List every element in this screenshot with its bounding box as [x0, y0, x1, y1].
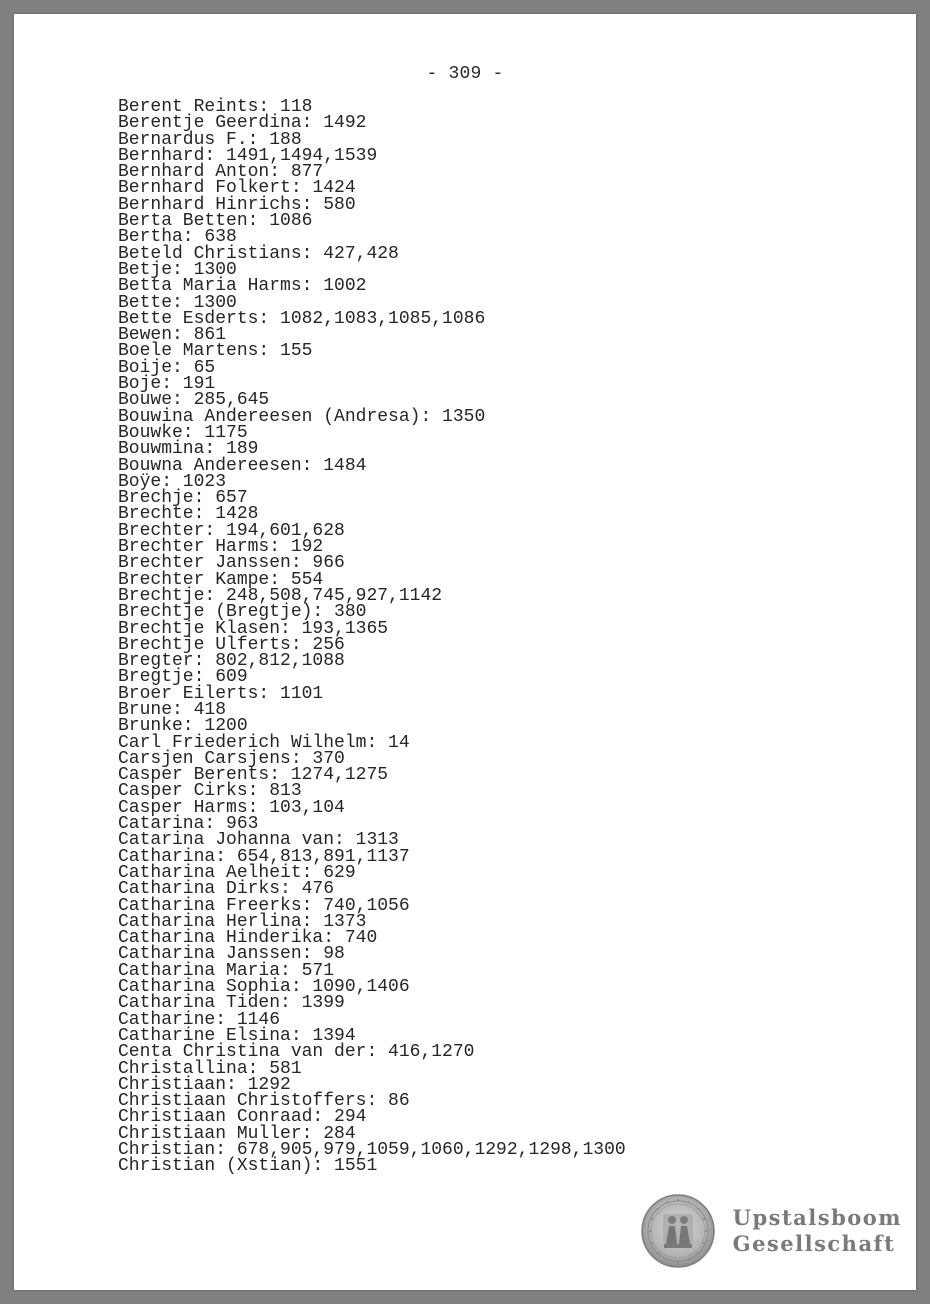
index-entry: Brechter Janssen: 966	[118, 553, 345, 574]
index-entry: Betje: 1300	[118, 259, 237, 280]
seal-emblem-icon	[641, 1194, 715, 1268]
index-entry: Catharina Hinderika: 740	[118, 928, 378, 949]
index-entry: Catharina Dirks: 476	[118, 879, 335, 900]
index-entry: Bouwe: 285,645	[118, 390, 270, 411]
index-entry: Catharina Tiden: 1399	[118, 993, 345, 1014]
index-entry: Brechtje (Bregtje): 380	[118, 602, 367, 623]
index-entry: Brechtje: 248,508,745,927,1142	[118, 585, 443, 606]
index-entry: Carsjen Carsjens: 370	[118, 748, 345, 769]
index-entry: Broer Eilerts: 1101	[118, 683, 324, 704]
index-entry: Bregtje: 609	[118, 667, 248, 688]
index-entry: Boije: 65	[118, 357, 216, 378]
index-entry: Bernhard Folkert: 1424	[118, 178, 356, 199]
index-entry: Brunke: 1200	[118, 716, 248, 737]
logo-line-2: Gesellschaft	[732, 1231, 896, 1256]
index-entry: Christiaan Muller: 284	[118, 1123, 356, 1144]
index-entry: Centa Christina van der: 416,1270	[118, 1042, 475, 1063]
logo-wordmark	[733, 1205, 902, 1257]
index-entry: Bouwke: 1175	[118, 422, 248, 443]
index-entry: Bette: 1300	[118, 292, 237, 313]
index-entry: Brechte: 1428	[118, 504, 259, 525]
index-entry: Catharina Sophia: 1090,1406	[118, 977, 410, 998]
index-entry: Casper Berents: 1274,1275	[118, 765, 389, 786]
index-entry: Christiaan Christoffers: 86	[118, 1091, 410, 1112]
index-entry: Christiaan: 1292	[118, 1074, 291, 1095]
index-entry: Bouwna Andereesen: 1484	[118, 455, 367, 476]
index-entry: Brechje: 657	[118, 488, 248, 509]
index-entry: Catharina Freerks: 740,1056	[118, 895, 410, 916]
index-entry: Bernhard Hinrichs: 580	[118, 194, 356, 215]
index-entry: Christian (Xstian): 1551	[118, 1156, 378, 1177]
index-entry: Bernhard Anton: 877	[118, 162, 324, 183]
index-entry: Boje: 191	[118, 374, 216, 395]
index-entry: Catharina Janssen: 98	[118, 944, 345, 965]
index-entry: Catharina: 654,813,891,1137	[118, 846, 410, 867]
index-entry: Bewen: 861	[118, 325, 227, 346]
index-entry: Catharina Herlina: 1373	[118, 911, 367, 932]
index-entry: Casper Harms: 103,104	[118, 797, 345, 818]
index-entry: Brechter: 194,601,628	[118, 520, 345, 541]
index-entry: Catarina Johanna van: 1313	[118, 830, 399, 851]
logo-line-1: Upstalsboom	[732, 1205, 902, 1230]
index-entry: Brechter Kampe: 554	[118, 569, 324, 590]
index-entry: Christian: 678,905,979,1059,1060,1292,1298,1300	[118, 1140, 626, 1160]
index-entry: Catharina Maria: 571	[118, 960, 335, 981]
index-entry: Boÿe: 1023	[118, 471, 227, 492]
index-entry: Brechter Harms: 192	[118, 537, 324, 558]
index-entry: Berent Reints: 118	[118, 97, 313, 117]
index-entry: Christiaan Conraad: 294	[118, 1107, 367, 1128]
page-number: - 309 -	[426, 64, 504, 84]
index-entry: Boele Martens: 155	[118, 341, 313, 362]
index-entry-list	[118, 99, 626, 1175]
index-entry: Bouwmina: 189	[118, 439, 259, 460]
index-entry: Brune: 418	[118, 699, 227, 720]
index-entry: Catharine: 1146	[118, 1009, 281, 1030]
index-entry: Casper Cirks: 813	[118, 781, 302, 802]
index-entry: Bregter: 802,812,1088	[118, 651, 345, 672]
index-entry: Carl Friederich Wilhelm: 14	[118, 732, 410, 753]
index-entry: Christallina: 581	[118, 1058, 302, 1079]
index-entry: Catharina Aelheit: 629	[118, 862, 356, 883]
index-entry: Catarina: 963	[118, 814, 259, 835]
index-entry: Bette Esderts: 1082,1083,1085,1086	[118, 308, 486, 329]
index-entry: Catharine Elsina: 1394	[118, 1025, 356, 1046]
index-entry: Betta Maria Harms: 1002	[118, 276, 367, 297]
index-entry: Berentje Geerdina: 1492	[118, 113, 367, 134]
index-entry: Bouwina Andereesen (Andresa): 1350	[118, 406, 486, 427]
index-entry: Bernardus F.: 188	[118, 129, 302, 150]
index-entry: Brechtje Ulferts: 256	[118, 634, 345, 655]
index-entry: Beteld Christians: 427,428	[118, 243, 399, 264]
index-entry: Brechtje Klasen: 193,1365	[118, 618, 389, 639]
document-page	[14, 14, 916, 1290]
index-entry: Bernhard: 1491,1494,1539	[118, 145, 378, 166]
index-entry: Berta Betten: 1086	[118, 211, 313, 232]
publisher-logo	[641, 1194, 902, 1268]
index-entry: Bertha: 638	[118, 227, 237, 248]
